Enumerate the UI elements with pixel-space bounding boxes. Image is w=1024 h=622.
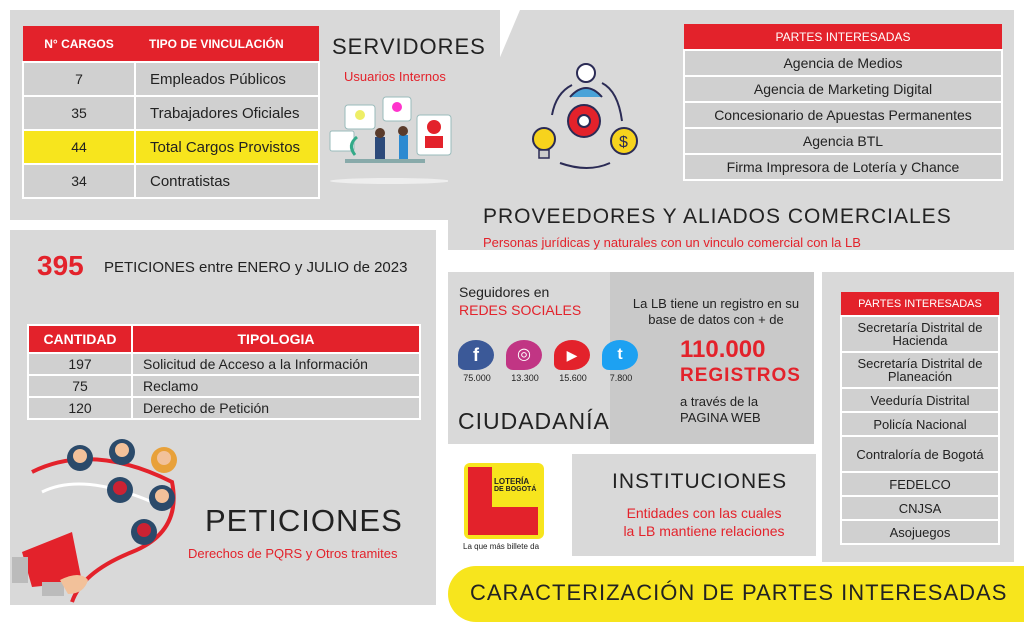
list-item: Agencia BTL — [684, 128, 1002, 154]
peticion-count: 75 — [28, 375, 132, 397]
cargo-type: Total Cargos Provistos — [135, 130, 319, 164]
social-item — [554, 340, 592, 383]
servidores-title: SERVIDORES — [332, 34, 486, 59]
instituciones-title: INSTITUCIONES — [612, 470, 788, 493]
list-item: CNJSA — [841, 496, 999, 520]
peticion-count: 120 — [28, 397, 132, 419]
registros-label: REGISTROS — [680, 365, 801, 386]
megaphone-illustration — [12, 432, 197, 607]
peticiones-count: 395 — [37, 250, 84, 281]
peticion-count: 197 — [28, 353, 132, 375]
col-header-vinculacion: TIPO DE VINCULACIÓN — [135, 26, 319, 62]
col-header-tipologia: TIPOLOGIA — [132, 325, 420, 353]
peticiones-count-text: PETICIONES entre ENERO y JULIO de 2023 — [104, 259, 408, 276]
facebook-count: 75.000 — [463, 373, 491, 383]
cargo-type: Empleados Públicos — [135, 62, 319, 96]
twitter-icon: t — [602, 340, 638, 370]
logo-tagline: La que más billete da — [463, 542, 540, 551]
cycle-icon — [528, 55, 648, 175]
peticiones-subtitle: Derechos de PQRS y Otros tramites — [188, 546, 398, 561]
registro-text: La LB tiene un registro en su base de datos con + de — [632, 296, 800, 327]
social-item — [458, 340, 496, 383]
ciudadania-title: CIUDADANÍA — [458, 408, 610, 434]
cargo-type: Trabajadores Oficiales — [135, 96, 319, 130]
proveedores-title: PROVEEDORES Y ALIADOS COMERCIALES — [483, 205, 952, 228]
proveedores-table — [683, 24, 1003, 181]
facebook-icon: f — [458, 340, 494, 370]
registros-number: 110.000 — [680, 336, 766, 363]
list-item: Agencia de Marketing Digital — [684, 76, 1002, 102]
social-item — [602, 340, 640, 383]
peticiones-title: PETICIONES — [205, 503, 403, 538]
logo-mark — [464, 463, 544, 539]
peticion-type: Reclamo — [132, 375, 420, 397]
social-item — [506, 340, 544, 383]
footer-title: CARACTERIZACIÓN DE PARTES INTERESADAS — [470, 580, 1008, 605]
partes-header: PARTES INTERESADAS — [841, 292, 999, 316]
svg-text:$: $ — [619, 134, 628, 151]
list-item: Policía Nacional — [841, 412, 999, 436]
table-row — [28, 375, 420, 397]
peticion-type: Solicitud de Acceso a la Información — [132, 353, 420, 375]
col-header-cargos: N° CARGOS — [23, 26, 135, 62]
logo-line1: LOTERÍA — [494, 477, 530, 486]
list-item: Concesionario de Apuestas Permanentes — [684, 102, 1002, 128]
logo-line2: DE BOGOTÁ — [494, 486, 537, 493]
instituciones-subtitle-2: la LB mantiene relaciones — [623, 523, 785, 539]
col-header-cantidad: CANTIDAD — [28, 325, 132, 353]
instituciones-table — [840, 292, 1000, 545]
list-item: Secretaría Distrital de Planeación — [841, 352, 999, 388]
seguidores-label: Seguidores en — [459, 284, 550, 300]
list-item: Secretaría Distrital de Hacienda — [841, 316, 999, 352]
social-icons-row — [458, 340, 648, 383]
peticion-type: Derecho de Petición — [132, 397, 420, 419]
cargo-count: 7 — [23, 62, 135, 96]
partes-header: PARTES INTERESADAS — [684, 24, 1002, 50]
loteria-logo — [464, 463, 544, 539]
servidores-subtitle: Usuarios Internos — [344, 69, 446, 84]
list-item: Contraloría de Bogotá — [841, 436, 999, 472]
table-row — [28, 353, 420, 375]
twitter-count: 7.800 — [609, 373, 633, 383]
list-item: Veeduría Distrital — [841, 388, 999, 412]
cargo-count: 35 — [23, 96, 135, 130]
cargo-count: 34 — [23, 164, 135, 198]
list-item: Firma Impresora de Lotería y Chance — [684, 154, 1002, 180]
list-item: Asojuegos — [841, 520, 999, 544]
redes-sociales-label: REDES SOCIALES — [459, 302, 582, 318]
instituciones-subtitle-1: Entidades con las cuales — [626, 505, 782, 521]
via-text: a través de la — [680, 394, 759, 409]
pagina-web-text: PAGINA WEB — [680, 410, 761, 425]
cargo-count: 44 — [23, 130, 135, 164]
youtube-icon: ▶ — [554, 340, 590, 370]
youtube-count: 15.600 — [559, 373, 587, 383]
list-item: Agencia de Medios — [684, 50, 1002, 76]
cargo-type: Contratistas — [135, 164, 319, 198]
instagram-icon: ◎ — [506, 340, 542, 370]
peticiones-table — [27, 324, 421, 420]
proveedores-subtitle: Personas jurídicas y naturales con un vinculo comercial con la LB — [483, 235, 861, 250]
list-item: FEDELCO — [841, 472, 999, 496]
instagram-count: 13.300 — [511, 373, 539, 383]
table-row — [28, 397, 420, 419]
